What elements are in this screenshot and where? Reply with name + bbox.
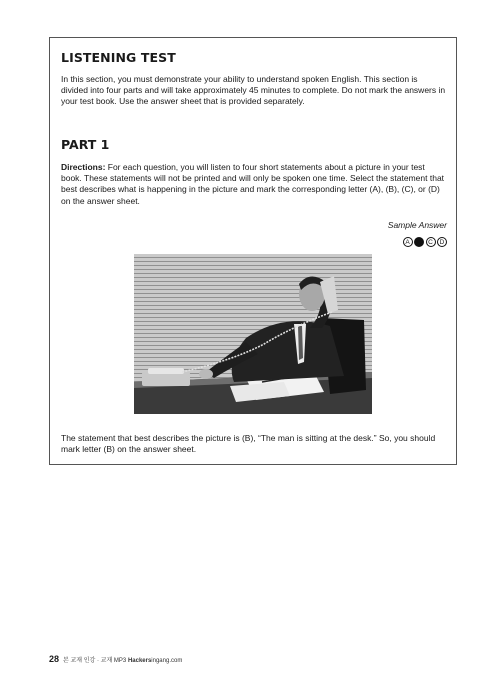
answer-bubble-a: A [403,237,413,247]
footer-text [63,655,182,664]
sample-answer-label: Sample Answer [387,220,447,230]
answer-bubble-d: D [437,237,447,247]
answer-bubble-b: B [414,237,424,247]
footer-site-suffix: ingang.com [151,658,183,664]
part-directions [61,162,446,207]
page-number: 28 [49,654,60,664]
part-title: PART 1 [61,137,110,152]
man-on-phone-photo [134,254,372,414]
page-footer [49,654,182,664]
directions-label: Directions: [61,162,106,172]
directions-text: For each question, you will listen to four short statements about a picture in your test book. These statements will not be printed and will only be spoken one time. Select the statement that best describes what is happening in the picture and mark the corresponding letter (A), (B), (C), or (D) on the answer sheet. [61,162,445,206]
section-intro: In this section, you must demonstrate your ability to understand spoken English. This section is divided into four parts and will take approximately 45 minutes to complete. Do not mark the answers in your test book. Use the answer sheet that is provided separately. [61,74,446,107]
section-title: LISTENING TEST [61,50,176,65]
sample-answer [388,220,447,249]
answer-bubble-c: C [426,237,436,247]
footer-site: Hackers [127,658,152,664]
footer-prefix: 본 교재 인강 · 교재 MP3 [63,658,127,664]
answer-explanation: The statement that best describes the picture is (B), “The man is sitting at the desk.” So, you should mark letter (B) on the answer sheet. [61,433,436,455]
answer-bubbles [403,237,448,247]
